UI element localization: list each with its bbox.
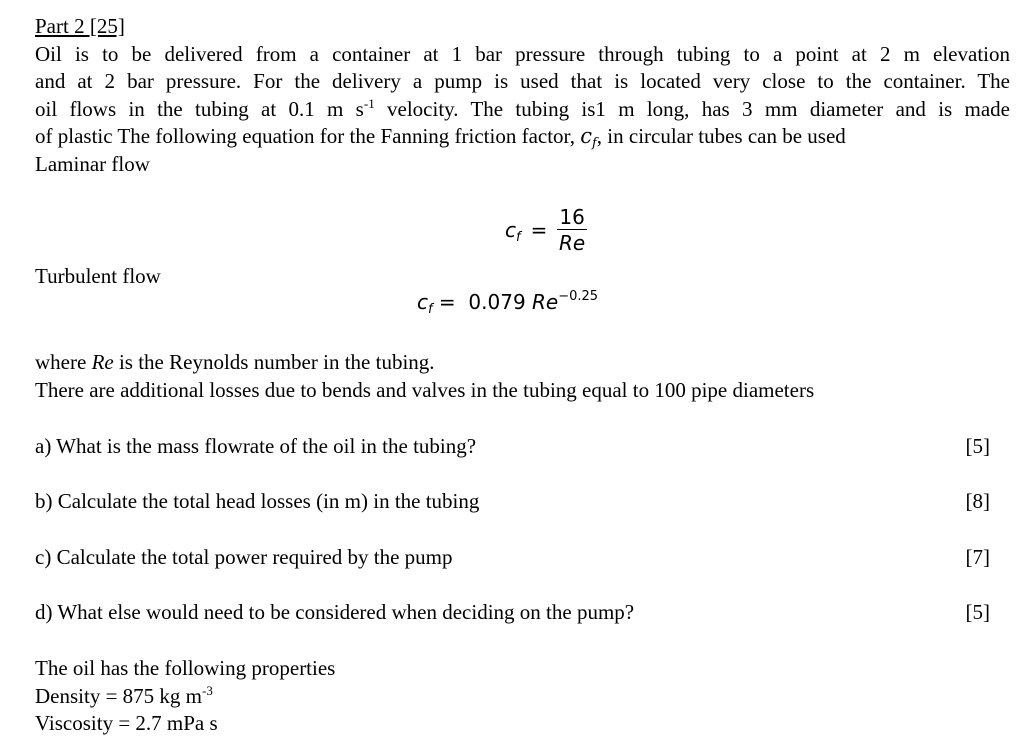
laminar-fraction: [557, 205, 586, 256]
intro-line-2: and at 2 bar pressure. For the delivery a pump is used that is located very close to the container. The: [35, 69, 1010, 93]
density-exponent: -3: [202, 683, 213, 698]
where-line-2: There are additional losses due to bends and valves in the tubing equal to 100 pipe diameters: [35, 378, 815, 402]
fanning-symbol: [580, 124, 597, 151]
laminar-numerator: 16: [559, 205, 585, 229]
question-b-text: b) Calculate the total head losses (in m) in the tubing: [35, 489, 480, 513]
turbulent-lhs-subscript: f: [428, 302, 433, 317]
question-a-marks: [5]: [965, 434, 990, 458]
question-c: [35, 544, 990, 572]
where-end: is the Reynolds number in the tubing.: [113, 350, 435, 374]
question-b-marks: [8]: [965, 489, 990, 513]
where-line-1: [35, 349, 435, 377]
where-re: Re: [91, 350, 114, 374]
question-d-marks: [5]: [965, 600, 990, 624]
intro-line-4-start: of plastic The following equation for the Fanning friction factor,: [35, 124, 581, 148]
laminar-equation: [505, 205, 587, 256]
turbulent-lhs-c: c: [417, 290, 428, 314]
laminar-lhs-subscript: f: [516, 229, 521, 245]
question-d-text: d) What else would need to be considered when deciding on the pump?: [35, 600, 635, 624]
question-d: [35, 599, 990, 627]
turbulent-exponent: −0.25: [558, 289, 599, 304]
viscosity-line: Viscosity = 2.7 mPa s: [35, 711, 218, 735]
turbulent-label: Turbulent flow: [35, 264, 161, 288]
laminar-lhs-c: c: [505, 217, 516, 242]
intro-block: [35, 13, 1010, 178]
part-heading: Part 2 [25]: [35, 14, 125, 38]
fanning-symbol-c: c: [580, 124, 592, 148]
intro-line-3-end: velocity. The tubing is1 m long, has 3 mm diameter and is made: [374, 96, 1010, 121]
density-text: Density = 875 kg m: [35, 684, 203, 708]
laminar-lhs: [505, 217, 521, 245]
fanning-symbol-subscript: f: [591, 136, 597, 151]
turbulent-lhs: [417, 290, 433, 317]
turbulent-equation: [417, 289, 598, 317]
intro-line-3: [35, 96, 1010, 124]
intro-line-4: [35, 123, 1010, 151]
question-a: [35, 433, 990, 461]
laminar-denominator: Re: [558, 231, 586, 255]
turbulent-constant: = 0.079: [432, 290, 533, 314]
laminar-label: Laminar flow: [35, 151, 150, 176]
laminar-equals: =: [530, 217, 548, 242]
question-b: [35, 488, 990, 516]
intro-line-3-start: oil flows in the tubing at 0.1 m s: [35, 96, 364, 121]
intro-line-4-end: , in circular tubes can be used: [596, 124, 846, 148]
where-start: where: [35, 350, 92, 374]
properties-title: The oil has the following properties: [35, 656, 336, 680]
question-c-marks: [7]: [965, 545, 990, 569]
question-c-text: c) Calculate the total power required by the pump: [35, 545, 453, 569]
intro-line-3-exponent: -1: [363, 95, 375, 111]
turbulent-re: Re: [532, 290, 559, 314]
question-a-text: a) What is the mass flowrate of the oil in the tubing?: [35, 434, 477, 458]
density-line: [35, 683, 213, 711]
intro-line-1: Oil is to be delivered from a container at 1 bar pressure through tubing to a point at 2 m elevation: [35, 41, 1010, 66]
